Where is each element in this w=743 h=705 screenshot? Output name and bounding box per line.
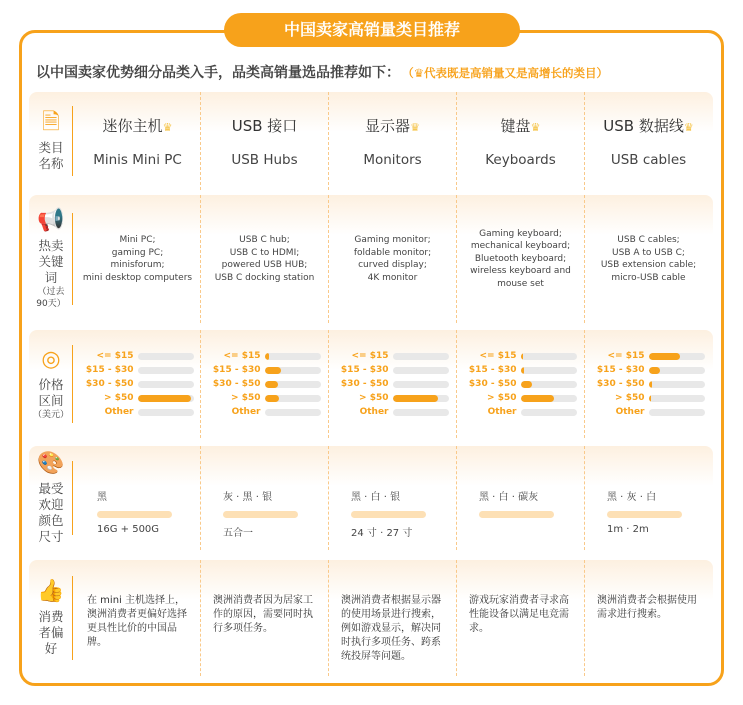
price-range-label: <= $15 [479,351,517,361]
price-bar-fill [649,395,652,402]
price-column [75,330,200,438]
category-zh-text: 显示器 [365,116,411,135]
row-color-size [29,446,713,550]
label-text: 价格区间 [38,377,64,408]
thumbs-up-icon: 👍 [37,579,65,604]
price-range-label: $15 - $30 [468,365,517,375]
price-range-label: $15 - $30 [212,365,261,375]
price-bar-fill [521,381,532,388]
row-price [29,330,713,438]
price-range-label: $30 - $50 [212,379,261,389]
price-bar-track [265,367,321,374]
preference-text: 澳洲消费者根据显示器的使用场景进行搜索，例如游戏显示，解决同时执行多项任务、跨系统投屏等问题。 [341,595,441,662]
price-bar-track [521,353,577,360]
price-column [584,330,712,438]
popular-colors: 黑 · 灰 · 白 [607,492,657,503]
category-zh-text: USB 接口 [231,116,298,135]
price-distribution [593,351,705,417]
price-column [328,330,456,438]
preference-column [456,560,584,676]
color-size-column [584,446,712,550]
preference-text: 澳洲消费者会根据使用需求进行搜索。 [597,595,697,620]
price-bar-track [521,409,577,416]
price-bar-track [393,367,449,374]
price-bar-track [649,381,705,388]
label-note: （过去90天） [36,287,66,309]
category-zh-text: 迷你主机 [102,116,163,135]
category-name-zh [501,115,541,136]
price-bar-fill [649,367,660,374]
price-bar-track [393,409,449,416]
category-name-zh [603,115,693,136]
label-text: 热卖关键词 [38,238,64,285]
keywords-column [584,195,712,323]
price-range-label: > $50 [104,393,134,403]
row-label-color [29,446,73,550]
price-bar-fill [649,353,681,360]
category-column [328,92,456,190]
price-bar-fill [649,381,652,388]
color-size-column [200,446,328,550]
popular-colors: 黑 · 白 · 银 [351,492,401,503]
row-label-category [29,92,73,190]
color-size-column [328,446,456,550]
color-highlight-bar [351,511,426,518]
megaphone-icon: 📢 [37,208,65,233]
category-column [456,92,584,190]
category-name-en: Keyboards [485,151,556,168]
crown-icon: ♛ [162,120,173,134]
keywords-text: USB C hub; USB C to HDMI; powered USB HUB; USB C docking station [214,235,315,283]
price-bar-track [649,409,705,416]
price-bar-fill [521,353,524,360]
price-bar-track [649,395,705,402]
price-range-label: Other [359,407,389,417]
price-bar-track [138,395,194,402]
row-label-keywords [29,195,73,323]
price-bar-track [265,353,321,360]
price-range-label: $15 - $30 [85,365,134,375]
subtitle [36,62,608,82]
color-size-column [456,446,584,550]
price-bar-track [265,381,321,388]
price-distribution [465,351,577,417]
price-distribution [82,351,194,417]
popular-colors: 黑 [97,492,107,503]
category-name-en: Minis Mini PC [93,151,182,168]
price-range-label: $30 - $50 [596,379,645,389]
price-bar-fill [265,395,279,402]
price-bar-track [649,367,705,374]
price-column [456,330,584,438]
color-highlight-bar [97,511,172,518]
price-bar-track [138,409,194,416]
price-bar-fill [521,395,555,402]
category-zh-text: USB 数据线 [603,116,684,135]
category-name-zh [103,115,173,136]
price-range-label: <= $15 [96,351,134,361]
price-bar-track [138,367,194,374]
label-text: 类目名称 [38,140,64,171]
category-name-zh [232,115,298,136]
label-text: 最受欢迎颜色尺寸 [38,481,64,544]
price-bar-fill [265,353,269,360]
subtitle-text: 以中国卖家优势细分品类入手，品类高销量选品推荐如下： [36,65,400,81]
price-range-label: > $50 [231,393,261,403]
color-highlight-bar [607,511,682,518]
coins-icon: ◎ [41,347,61,372]
crown-icon: ♛ [410,120,420,134]
category-column [200,92,328,190]
keywords-column [200,195,328,323]
keywords-column [456,195,584,323]
legend-note: （♛代表既是高销量又是高增长的类目） [408,66,609,80]
crown-icon: ♛ [530,120,541,134]
price-distribution [209,351,321,417]
price-bar-fill [265,367,282,374]
page-title: 中国卖家高销量类目推荐 [224,13,520,47]
price-range-label: Other [104,407,134,417]
category-name-en: Monitors [363,151,422,168]
popular-sizes: 24 寸 · 27 寸 [351,528,413,539]
row-preference [29,560,713,676]
popular-sizes: 五合一 [223,528,253,539]
row-label-price [29,330,73,438]
price-bar-track [393,395,449,402]
price-bar-track [265,395,321,402]
label-note: （美元） [32,410,69,420]
row-category [29,92,713,190]
popular-sizes: 16G + 500G [97,524,160,535]
price-bar-fill [521,367,524,374]
price-range-label: <= $15 [223,351,261,361]
keywords-text: Gaming keyboard; mechanical keyboard; Bluetooth keyboard; wireless keyboard and mouse set [470,228,571,289]
category-name-en: USB cables [610,151,687,168]
price-bar-track [265,409,321,416]
price-range-label: $30 - $50 [468,379,517,389]
preference-column [584,560,712,676]
preference-column [75,560,200,676]
keywords-text: Mini PC; gaming PC; minisforum; mini desktop computers [82,235,193,283]
price-bar-track [138,353,194,360]
price-bar-track [649,353,705,360]
price-range-label: > $50 [487,393,517,403]
keywords-column [328,195,456,323]
price-range-label: Other [615,407,645,417]
category-column [75,92,200,190]
price-range-label: <= $15 [607,351,645,361]
price-bar-track [521,381,577,388]
price-range-label: > $50 [359,393,389,403]
keywords-column [75,195,200,323]
row-keywords [29,195,713,323]
preference-column [200,560,328,676]
preference-text: 在 mini 主机选择上，澳洲消费者更偏好选择更具性比价的中国品牌。 [87,595,187,648]
palette-icon: 🎨 [37,451,65,476]
price-range-label: > $50 [615,393,645,403]
category-column [584,92,712,190]
price-range-label: $30 - $50 [85,379,134,389]
keywords-text: USB C cables; USB A to USB C; USB extension cable; micro-USB cable [600,235,697,283]
price-range-label: $15 - $30 [596,365,645,375]
popular-colors: 黑 · 白 · 碳灰 [479,492,539,503]
price-distribution [337,351,449,417]
label-text: 消费者偏好 [38,609,64,656]
price-bar-track [138,381,194,388]
preference-text: 澳洲消费者因为居家工作的原因，需要同时执行多项任务。 [213,595,313,634]
popular-sizes: 1m · 2m [607,524,649,535]
category-zh-text: 键盘 [500,116,531,135]
preference-text: 游戏玩家消费者寻求高性能设备以满足电竞需求。 [469,595,569,634]
category-name-zh [365,115,420,136]
price-range-label: Other [231,407,261,417]
price-bar-track [393,381,449,388]
keywords-text: Gaming monitor; foldable monitor; curved display; 4K monitor [353,235,432,283]
price-bar-fill [265,381,278,388]
price-bar-track [393,353,449,360]
price-range-label: Other [487,407,517,417]
preference-column [328,560,456,676]
price-range-label: <= $15 [351,351,389,361]
price-bar-track [521,367,577,374]
row-label-preference [29,560,73,676]
price-bar-track [521,395,577,402]
crown-icon: ♛ [683,120,694,134]
price-range-label: $30 - $50 [340,379,389,389]
font-document-icon: 🗎 [42,110,60,135]
color-size-column [75,446,200,550]
price-bar-fill [138,395,191,402]
price-bar-fill [393,395,439,402]
color-highlight-bar [223,511,298,518]
color-highlight-bar [479,511,554,518]
price-range-label: $15 - $30 [340,365,389,375]
popular-colors: 灰 · 黑 · 银 [223,492,273,503]
category-name-en: USB Hubs [231,151,298,168]
price-column [200,330,328,438]
